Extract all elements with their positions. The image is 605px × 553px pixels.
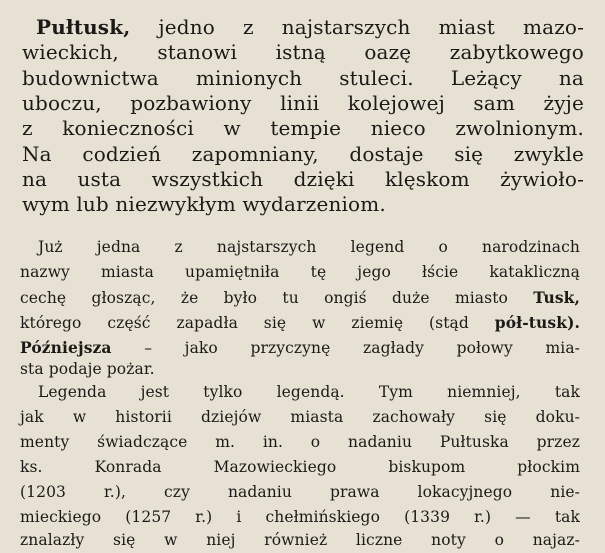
legend-line-2: nazwy miasta upamiętniła tę jego łście katakliczną	[20, 263, 580, 281]
legend-line-4: którego część zapadła się w ziemię (stąd pół-tusk).	[20, 313, 580, 332]
history-line-2: jak w historii dziejów miasta zachowały się doku-	[20, 408, 580, 426]
lead-line-4: uboczu, pozbawiony linii kolejowej sam żyje	[22, 91, 584, 115]
lead-line-3: budownictwa minionych stuleci. Leżący na	[22, 66, 584, 90]
history-line-5: (1203 r.), czy nadaniu prawa lokacyjnego nie-	[20, 483, 580, 501]
lead-line-5: z konieczności w tempie nieco zwolnionym.	[22, 116, 584, 140]
history-line-4: ks. Konrada Mazowieckiego biskupom płockim	[20, 458, 580, 476]
lead-line-7: na usta wszystkich dzięki klęskom żywioło-	[22, 167, 584, 191]
lead-line-1: Pułtusk, jedno z najstarszych miast mazo-	[36, 15, 584, 39]
town-name: Pułtusk,	[36, 15, 131, 39]
legend-line-3: cechę głosząc, że było tu ongiś duże miasto Tusk,	[20, 288, 580, 307]
legend-line-1: Już jedna z najstarszych legend o narodzinach	[38, 238, 580, 256]
legend-line-5: Późniejsza – jako przyczynę zagłady połowy mia-	[20, 338, 580, 357]
lead-line-8: wym lub niezwykłym wydarzeniom.	[22, 192, 386, 216]
history-line-6: mieckiego (1257 r.) i chełmińskiego (1339 r.) — tak	[20, 508, 580, 526]
history-line-3: menty świadczące m. in. o nadaniu Pułtuska przez	[20, 433, 580, 451]
legend-line-6: sta podaje pożar.	[20, 360, 155, 378]
lead-line-6: Na codzień zapomniany, dostaje się zwykle	[22, 142, 584, 166]
lead-line-2: wieckich, stanowi istną oazę zabytkowego	[22, 40, 584, 64]
history-line-1: Legenda jest tylko legendą. Tym niemniej, tak	[38, 383, 580, 401]
history-line-7: znalazły się w niej również liczne noty o najaz-	[20, 531, 580, 549]
